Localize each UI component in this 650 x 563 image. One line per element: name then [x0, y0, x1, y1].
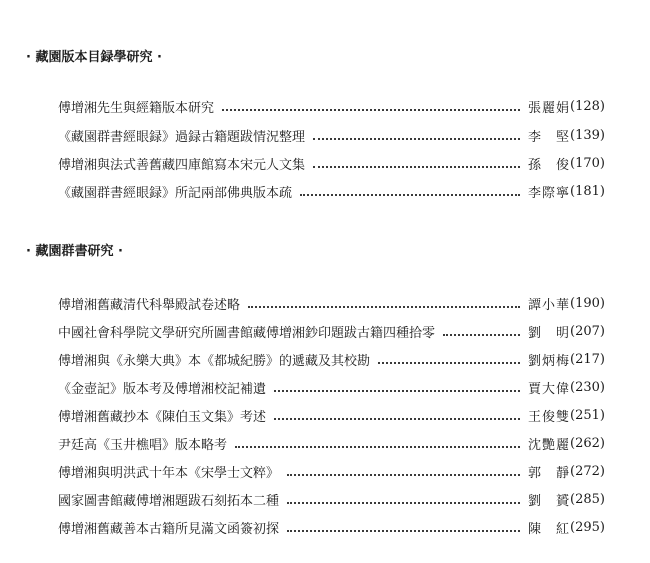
toc-entry[interactable]: [58, 351, 605, 367]
entry-author: 李際寧: [528, 185, 571, 201]
toc-entry[interactable]: [58, 519, 605, 535]
entry-author: 孫 俊: [528, 157, 571, 173]
entry-title: 《金壺記》版本考及傅增湘校記補遺: [58, 381, 267, 397]
entry-author: 劉 贇: [528, 493, 571, 509]
toc-entry[interactable]: [58, 463, 605, 479]
entry-page: (170): [570, 155, 605, 171]
toc-entry[interactable]: [58, 98, 605, 114]
entry-author: 王俊雙: [528, 409, 571, 425]
dot-leader: [248, 305, 520, 308]
toc-entry[interactable]: [58, 491, 605, 507]
entry-title: 傅增湘與明洪武十年本《宋學士文粹》: [58, 465, 280, 481]
entry-page: (230): [570, 379, 605, 395]
toc-entry[interactable]: [58, 127, 605, 143]
toc-entry[interactable]: [58, 155, 605, 171]
dot-leader: [287, 501, 520, 504]
entry-page: (251): [570, 407, 605, 423]
dot-leader: [313, 137, 520, 140]
section-title: · 藏園群書研究 ·: [26, 244, 123, 259]
entry-author: 李 堅: [528, 129, 571, 145]
entry-page: (217): [570, 351, 605, 367]
dot-leader: [287, 473, 520, 476]
dot-leader: [287, 529, 520, 532]
toc-entry[interactable]: [58, 295, 605, 311]
entry-title: 《藏園群書經眼録》過録古籍題跋情況整理: [58, 129, 306, 145]
entry-page: (295): [570, 519, 605, 535]
entry-title: 傅增湘舊藏抄本《陳伯玉文集》考述: [58, 409, 267, 425]
entry-page: (285): [570, 491, 605, 507]
dot-leader: [378, 361, 520, 364]
toc-entry[interactable]: [58, 323, 605, 339]
entry-title: 傅增湘舊藏清代科舉殿試卷述略: [58, 297, 241, 313]
entry-page: (262): [570, 435, 605, 451]
entry-title: 中國社會科學院文學研究所圖書館藏傅增湘鈔印題跋古籍四種拾零: [58, 325, 436, 341]
entry-title: 傅增湘與法式善舊藏四庫館寫本宋元人文集: [58, 157, 306, 173]
entry-title: 傅增湘舊藏善本古籍所見滿文函簽初探: [58, 521, 280, 537]
dot-leader: [274, 417, 520, 420]
entry-page: (272): [570, 463, 605, 479]
entry-page: (128): [570, 98, 605, 114]
entry-title: 國家圖書館藏傅增湘題跋石刻拓本二種: [58, 493, 280, 509]
dot-leader: [443, 333, 520, 336]
dot-leader: [235, 445, 520, 448]
dot-leader: [222, 108, 520, 111]
entry-author: 譚小華: [528, 297, 571, 313]
dot-leader: [313, 165, 520, 168]
entry-author: 劉炳梅: [528, 353, 571, 369]
toc-entry[interactable]: [58, 407, 605, 423]
section-title: · 藏園版本目録學研究 ·: [26, 50, 162, 65]
entry-page: (207): [570, 323, 605, 339]
entry-author: 陳 紅: [528, 521, 571, 537]
entry-author: 劉 明: [528, 325, 571, 341]
entry-title: 傅增湘與《永樂大典》本《都城紀勝》的遞藏及其校勘: [58, 353, 371, 369]
entry-page: (190): [570, 295, 605, 311]
dot-leader: [274, 389, 520, 392]
entry-page: (139): [570, 127, 605, 143]
entry-page: (181): [570, 183, 605, 199]
entry-author: 賈大偉: [528, 381, 571, 397]
toc-entry[interactable]: [58, 379, 605, 395]
entry-author: 沈艷麗: [528, 437, 571, 453]
entry-author: 張麗娟: [528, 100, 571, 116]
entry-title: 《藏園群書經眼録》所記兩部佛典版本疏: [58, 185, 293, 201]
entry-author: 郭 靜: [528, 465, 571, 481]
entry-title: 尹廷高《玉井樵唱》版本略考: [58, 437, 228, 453]
entry-title: 傅增湘先生與經籍版本研究: [58, 100, 215, 116]
toc-entry[interactable]: [58, 183, 605, 199]
dot-leader: [300, 193, 520, 196]
toc-entry[interactable]: [58, 435, 605, 451]
